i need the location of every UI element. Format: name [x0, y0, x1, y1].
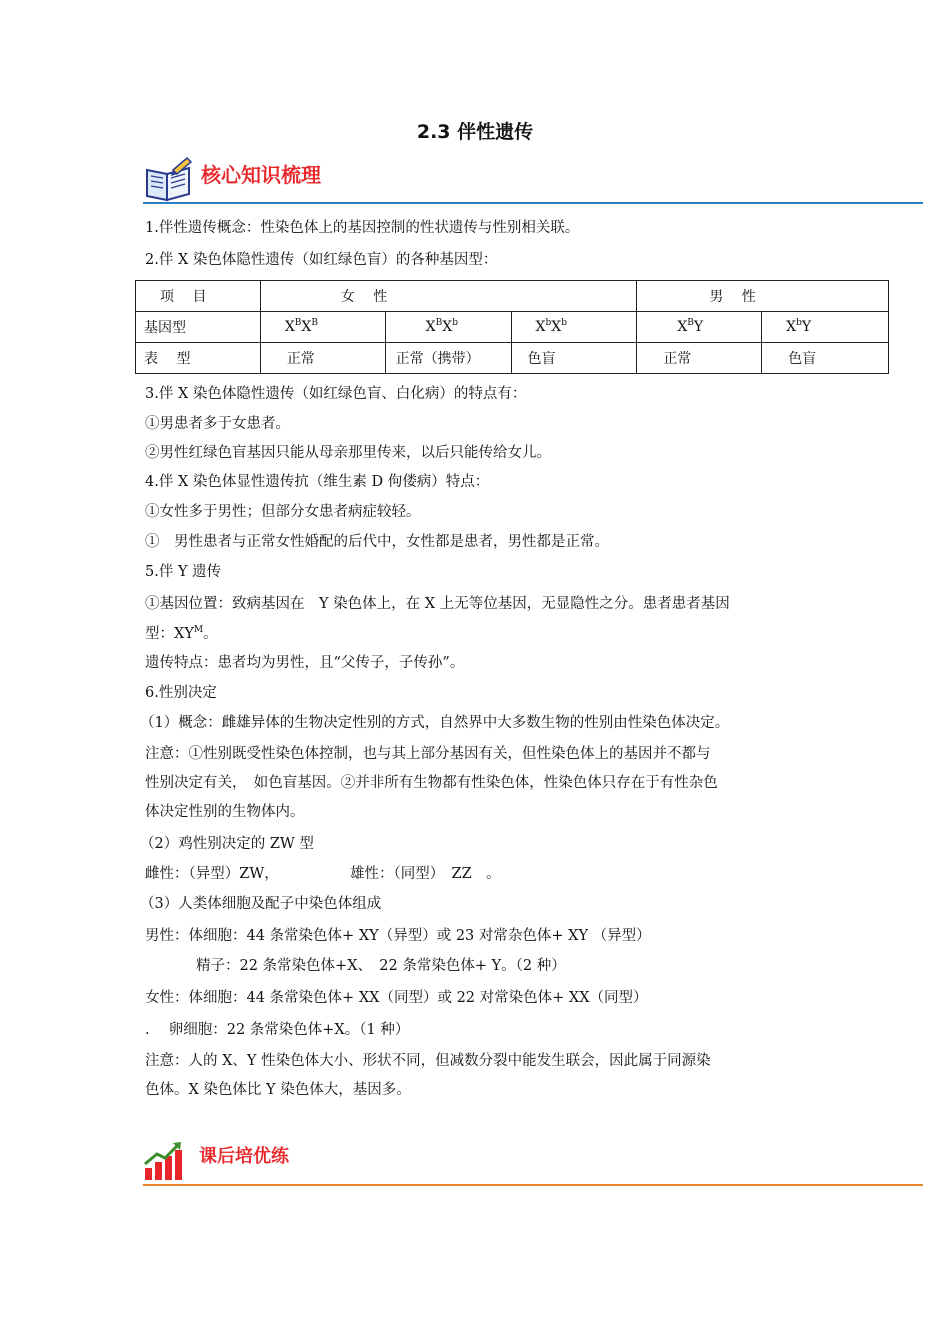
paragraph-25: 注意：人的 X、Y 性染色体大小、形状不同，但减数分裂中能发生联会，因此属于同源染 [145, 1053, 711, 1069]
phenotype-cell: 正常 [260, 343, 385, 374]
paragraph-6: 4.伴 X 染色体显性遗传抗（维生素 D 佝偻病）特点： [145, 474, 490, 490]
paragraph-24: . 卵细胞：22 条常染色体+X。（1 种） [145, 1022, 410, 1038]
genotype-table [135, 280, 889, 374]
gene-base: X [425, 319, 436, 335]
open-book-icon [143, 156, 195, 202]
gene-allele: b [796, 318, 802, 328]
section-divider-blue [143, 202, 923, 204]
phenotype-cell: 正常（携带） [385, 343, 511, 374]
gene-allele: b [545, 318, 552, 328]
table-header-item [136, 281, 261, 312]
paragraph-10: ①基因位置：致病基因在 Y 染色体上，在 X 上无等位基因，无显隐性之分。患者患者基因 [145, 596, 730, 612]
paragraph-12: 遗传特点：患者均为男性，且“父传子，子传孙”。 [145, 655, 465, 671]
genotype-cell [637, 312, 762, 343]
table-header-row [136, 281, 889, 312]
gene-allele: B [311, 318, 318, 328]
paragraph-16: 性别决定有关， 如色盲基因。②并非所有生物都有性染色体，性染色体只存在于有性杂色 [145, 775, 718, 791]
header-female-label: 女 性 [340, 289, 388, 305]
paragraph-9: 5.伴 Y 遗传 [145, 564, 222, 580]
gene-base: Y [801, 319, 812, 335]
paragraph-26: 色体。X 染色体比 Y 染色体大，基因多。 [145, 1082, 411, 1098]
gene-allele: M [193, 625, 204, 635]
section-title-knowledge: 核心知识梳理 [201, 163, 321, 187]
paragraph-23: 女性：体细胞：44 条常染色体+ XX（同型）或 22 对常染色体+ XX（同型） [145, 990, 648, 1006]
gene-base: X [301, 319, 312, 335]
genotype-cell [260, 312, 385, 343]
paragraph-11 [145, 624, 218, 644]
paragraph-3: 3.伴 X 染色体隐性遗传（如红绿色盲、白化病）的特点有： [145, 386, 527, 402]
gene-base: X [442, 319, 453, 335]
paragraph-19b: 雄性：（同型） ZZ 。 [350, 866, 501, 882]
genotype-cell [385, 312, 511, 343]
paragraph-20: （3）人类体细胞及配子中染色体组成 [140, 896, 382, 912]
gene-base: X [786, 319, 797, 335]
paragraph-8: ① 男性患者与正常女性婚配的后代中，女性都是患者，男性都是正常。 [145, 534, 609, 550]
paragraph-1: 1.伴性遗传概念：性染色体上的基因控制的性状遗传与性别相关联。 [145, 220, 580, 236]
header-male-label: 男 性 [709, 289, 756, 305]
header-item-label: 项 目 [160, 289, 207, 305]
paragraph-22: 精子：22 条常染色体+X、 22 条常染色体+ Y。（2 种） [196, 958, 566, 974]
page-title: 2.3 伴性遗传 [416, 121, 534, 143]
phenotype-cell: 色盲 [511, 343, 637, 374]
gene-base: X [284, 319, 295, 335]
paragraph-2: 2.伴 X 染色体隐性遗传（如红绿色盲）的各种基因型： [145, 252, 498, 268]
paragraph-17: 体决定性别的生物体内。 [145, 804, 305, 820]
section-header-knowledge [143, 152, 923, 206]
gene-base: X [677, 319, 688, 335]
phenotype-cell: 正常 [637, 343, 762, 374]
paragraph-7: ①女性多于男性；但部分女患者病症较轻。 [145, 504, 421, 520]
gene-base: X [535, 319, 546, 335]
table-header-female [260, 281, 637, 312]
section-divider-orange [143, 1184, 923, 1186]
paragraph-4: ①男患者多于女患者。 [145, 416, 290, 432]
row-label-genotype: 基因型 [136, 312, 261, 343]
gene-allele: B [687, 318, 694, 328]
punctuation: 。 [203, 626, 218, 642]
gene-base: X [551, 319, 562, 335]
paragraph-14: （1）概念：雌雄异体的生物决定性别的方式，自然界中大多数生物的性别由性染色体决定。 [140, 715, 730, 731]
paragraph-19a: 雌性：（异型）ZW， [145, 866, 279, 882]
row-label-phenotype: 表 型 [136, 343, 261, 374]
genotype-cell [762, 312, 889, 343]
section-title-practice: 课后培优练 [199, 1146, 289, 1167]
genotype-cell [511, 312, 637, 343]
gene-allele: b [561, 318, 567, 328]
gene-allele: B [294, 318, 302, 328]
genotype-text: 型：XY [145, 626, 194, 642]
gene-allele: B [435, 318, 443, 328]
paragraph-21: 男性：体细胞：44 条常染色体+ XY（异型）或 23 对常杂色体+ XY （异型） [145, 928, 651, 944]
paragraph-13: 6.性别决定 [145, 685, 217, 701]
table-row-genotype [136, 312, 889, 343]
section-header-practice [143, 1138, 923, 1190]
growth-chart-icon [143, 1140, 187, 1182]
phenotype-cell: 色盲 [762, 343, 889, 374]
table-row-phenotype [136, 343, 889, 374]
gene-allele: b [452, 318, 458, 328]
gene-base: Y [693, 319, 704, 335]
table-header-male [637, 281, 889, 312]
paragraph-5: ②男性红绿色盲基因只能从母亲那里传来，以后只能传给女儿。 [145, 445, 551, 461]
paragraph-15: 注意：①性别既受性染色体控制，也与其上部分基因有关，但性染色体上的基因并不都与 [145, 746, 711, 762]
paragraph-18: （2）鸡性别决定的 ZW 型 [140, 836, 314, 852]
